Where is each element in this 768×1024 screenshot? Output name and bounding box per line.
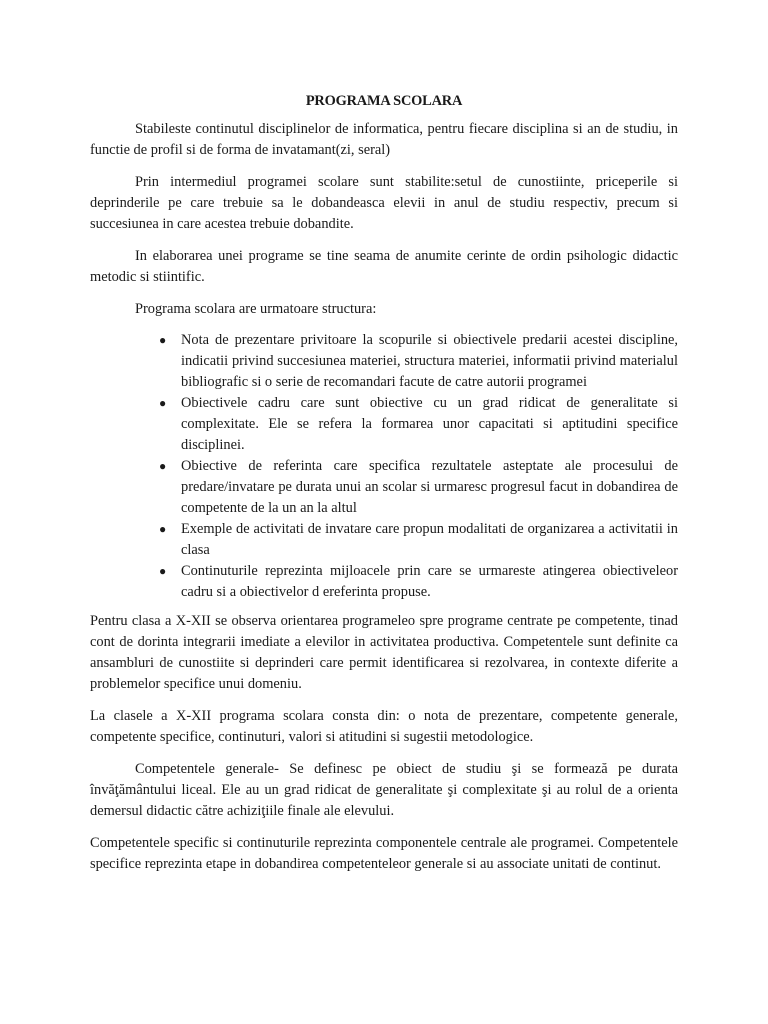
paragraph-definition: Stabileste continutul disciplinelor de informatica, pentru fiecare disciplina si an de studiu, in functie de profil si de forma de invatamant(zi, seral) — [90, 121, 678, 158]
list-item — [159, 519, 678, 561]
bullet-icon: ● — [159, 333, 167, 347]
list-item — [159, 393, 678, 456]
list-item-text: Obiectivele cadru care sunt obiective cu un grad ridicat de generalitate si complexitate. Ele se refera la formarea unor capacitati si aptitudini specifice disciplinei. — [181, 395, 678, 453]
bullet-icon: ● — [159, 522, 167, 536]
bullet-icon: ● — [159, 459, 167, 473]
paragraph-competences-x-xii: Pentru clasa a X-XII se observa orientarea programeleo spre programe centrate pe competente, tinad cont de dorinta integrarii imediate a elevilor in activitatea productiva. Competentele sunt definite ca ansambluri de cunostiite si deprinderi care permit identificarea si rezolvarea, in contexte diferite a problemelor specifice unui domeniu. — [90, 613, 678, 692]
document-page — [90, 91, 678, 886]
structure-list — [90, 330, 678, 603]
paragraph-requirements: In elaborarea unei programe se tine seama de anumite cerinte de ordin psihologic didactic metodic si stiintific. — [90, 248, 678, 285]
paragraph-specific-competences: Competentele specific si continuturile reprezinta componentele centrale ale programei. Competentele specifice reprezinta etape in dobandirea competenteleor generale si au associate unitati de continut. — [90, 835, 678, 872]
list-item — [159, 561, 678, 603]
list-item-text: Nota de prezentare privitoare la scopurile si obiectivele predarii acestei discipline, indicatii privind succesiunea materiei, structura materiei, informatii privind materialul bibliografic si o serie de recomandari facute de catre autorii programei — [181, 332, 678, 390]
list-item — [159, 456, 678, 519]
paragraph-structure-intro: Programa scolara are urmatoare structura: — [135, 301, 377, 317]
bullet-icon: ● — [159, 564, 167, 578]
paragraph-general-competences: Competentele generale- Se definesc pe obiect de studiu şi se formează pe durata învăţământului liceal. Ele au un grad ridicat de generalitate şi complexitate şi au rolul de a orienta demersul didactic către achiziţiile finale ale elevului. — [90, 761, 678, 819]
paragraph-program-components: La clasele a X-XII programa scolara consta din: o nota de prezentare, competente generale, competente specifice, continuturi, valori si atitudini si sugestii metodologice. — [90, 708, 678, 745]
list-item-text: Obiective de referinta care specifica rezultatele asteptate ale procesului de predare/invatare pe durata unui an scolar si urmaresc progresul facut in dobandirea de competente de la un an la altul — [181, 458, 678, 516]
list-item — [159, 330, 678, 393]
paragraph-purpose: Prin intermediul programei scolare sunt stabilite:setul de cunostiinte, priceperile si deprinderile pe care trebuie sa le dobandeasca elevii in anul de studiu respectiv, precum si succesiunea in care acestea trebuie dobandite. — [90, 174, 678, 232]
page-title: PROGRAMA SCOLARA — [305, 93, 463, 109]
list-item-text: Continuturile reprezinta mijloacele prin care se urmareste atingerea obiectiveleor cadru si a obiectivelor d ereferinta propuse. — [181, 563, 678, 600]
list-item-text: Exemple de activitati de invatare care propun modalitati de organizarea a activitatii in clasa — [181, 521, 678, 558]
bullet-icon: ● — [159, 396, 167, 410]
